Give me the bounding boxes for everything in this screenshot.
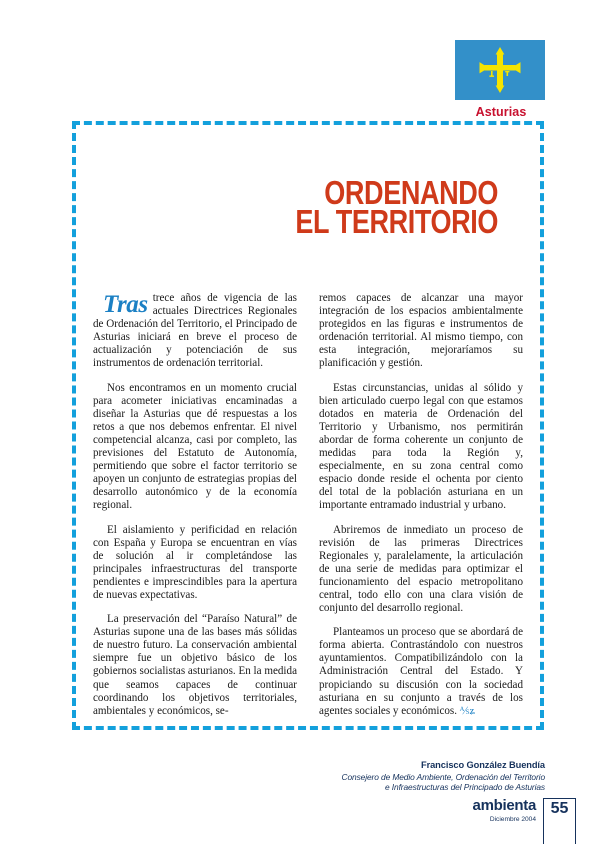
region-name-label: Asturias xyxy=(475,105,527,119)
page-number-box xyxy=(543,798,576,844)
paragraph xyxy=(93,382,297,513)
paragraph xyxy=(93,292,297,371)
byline xyxy=(215,760,545,792)
paragraph xyxy=(319,524,523,616)
article-title-line-1: ORDENANDO xyxy=(324,174,498,211)
page-footer xyxy=(473,798,576,836)
article-column-left xyxy=(93,292,297,722)
byline-author-role xyxy=(215,772,545,792)
paragraph xyxy=(93,613,297,718)
footer-brand xyxy=(473,798,543,824)
paragraph xyxy=(93,524,297,603)
paragraph-text: remos capaces de alcanzar una mayor integración de los espacios ambientalmente protegidos en las figuras e instrumentos de ordenación territorial. Al mismo tiempo, con esta integración, mejoraríamos su planificación y gestión. xyxy=(319,292,523,370)
end-of-article-mark-icon: ⅍ʑ xyxy=(459,704,475,717)
paragraph xyxy=(319,382,523,513)
magazine-brand-name: ambienta xyxy=(472,797,536,814)
paragraph-text: Abriremos de inmediato un proceso de revisión de las primeras Directrices Regionales y, paralelamente, la articulación de una serie de medidas para optimizar el funcionamiento del espacio metropolitano central, todo ello con una clara visión de conjunto del desarrollo regional. xyxy=(319,523,523,615)
paragraph-text: El aislamiento y perificidad en relación con España y Europa se encuentran en vías de solución al ir completándose las principales infraestructuras del transporte pendientes e imprescindibles para la apertura de nuevas expectativas. xyxy=(93,523,297,601)
region-header xyxy=(455,40,547,119)
dropcap-word: Tras xyxy=(103,291,148,318)
paragraph-text: Planteamos un proceso que se abordará de forma abierta. Contrastándolo con nuestros ayuntamientos. Compatibilizándolo con la Administración Central del Estado. Y propiciando su discusión con la sociedad asturiana en su conjunto a través de los agentes sociales y económicos. xyxy=(319,626,523,717)
byline-role-line-2: e Infraestructuras del Principado de Asturias xyxy=(385,782,545,792)
paragraph-text: Estas circunstancias, unidas al sólido y bien articulado cuerpo legal con que estamos dotados en materia de Ordenación del Territorio y Urbanismo, nos permitirán abordar de forma coherente un conjunto de medidas para toda la Región y, especialmente, en su zona central como espacio donde reside el ochenta por ciento del total de la población asturiana en un importante entramado industrial y urbano. xyxy=(319,381,523,512)
page-number: 55 xyxy=(550,800,569,817)
paragraph xyxy=(319,626,523,718)
article-body xyxy=(93,292,523,722)
paragraph-text: La preservación del “Paraíso Natural” de Asturias supone una de las bases más sólidas de nuestro futuro. La conservación ambiental siempre fue un objetivo básico de los gobiernos socialistas asturianos. En la medida que seamos capaces de continuar coordinando los objetivos territoriales, ambientales y económicos, se- xyxy=(93,613,297,717)
byline-author-name: Francisco González Buendía xyxy=(421,760,545,770)
paragraph-text: trece años de vigencia de las actuales Directrices Regionales de Ordenación del Territorio, el Principado de Asturias iniciará en breve el proceso de actualización y potenciación de sus instrumentos de ordenación territorial. xyxy=(93,292,297,370)
issue-date: Diciembre 2004 xyxy=(489,816,536,823)
paragraph-text: Nos encontramos en un momento crucial para acometer iniciativas encaminadas a diseñar la Asturias que dé respuestas a los retos a que nos debemos enfrentar. El nivel competencial alcanza, casi por completo, las previsiones del Estatuto de Autonomía, permitiendo que sobre el factor territorio se apoyen un conjunto de estrategias propias del desarrollo autonómico y de la economía regional. xyxy=(93,381,297,512)
paragraph xyxy=(319,292,523,371)
article-title xyxy=(172,174,498,240)
article-title-line-2: EL TERRITORIO xyxy=(295,203,498,240)
article-column-right xyxy=(319,292,523,722)
asturias-flag-icon xyxy=(455,40,545,100)
byline-role-line-1: Consejero de Medio Ambiente, Ordenación del Territorio xyxy=(341,772,545,782)
